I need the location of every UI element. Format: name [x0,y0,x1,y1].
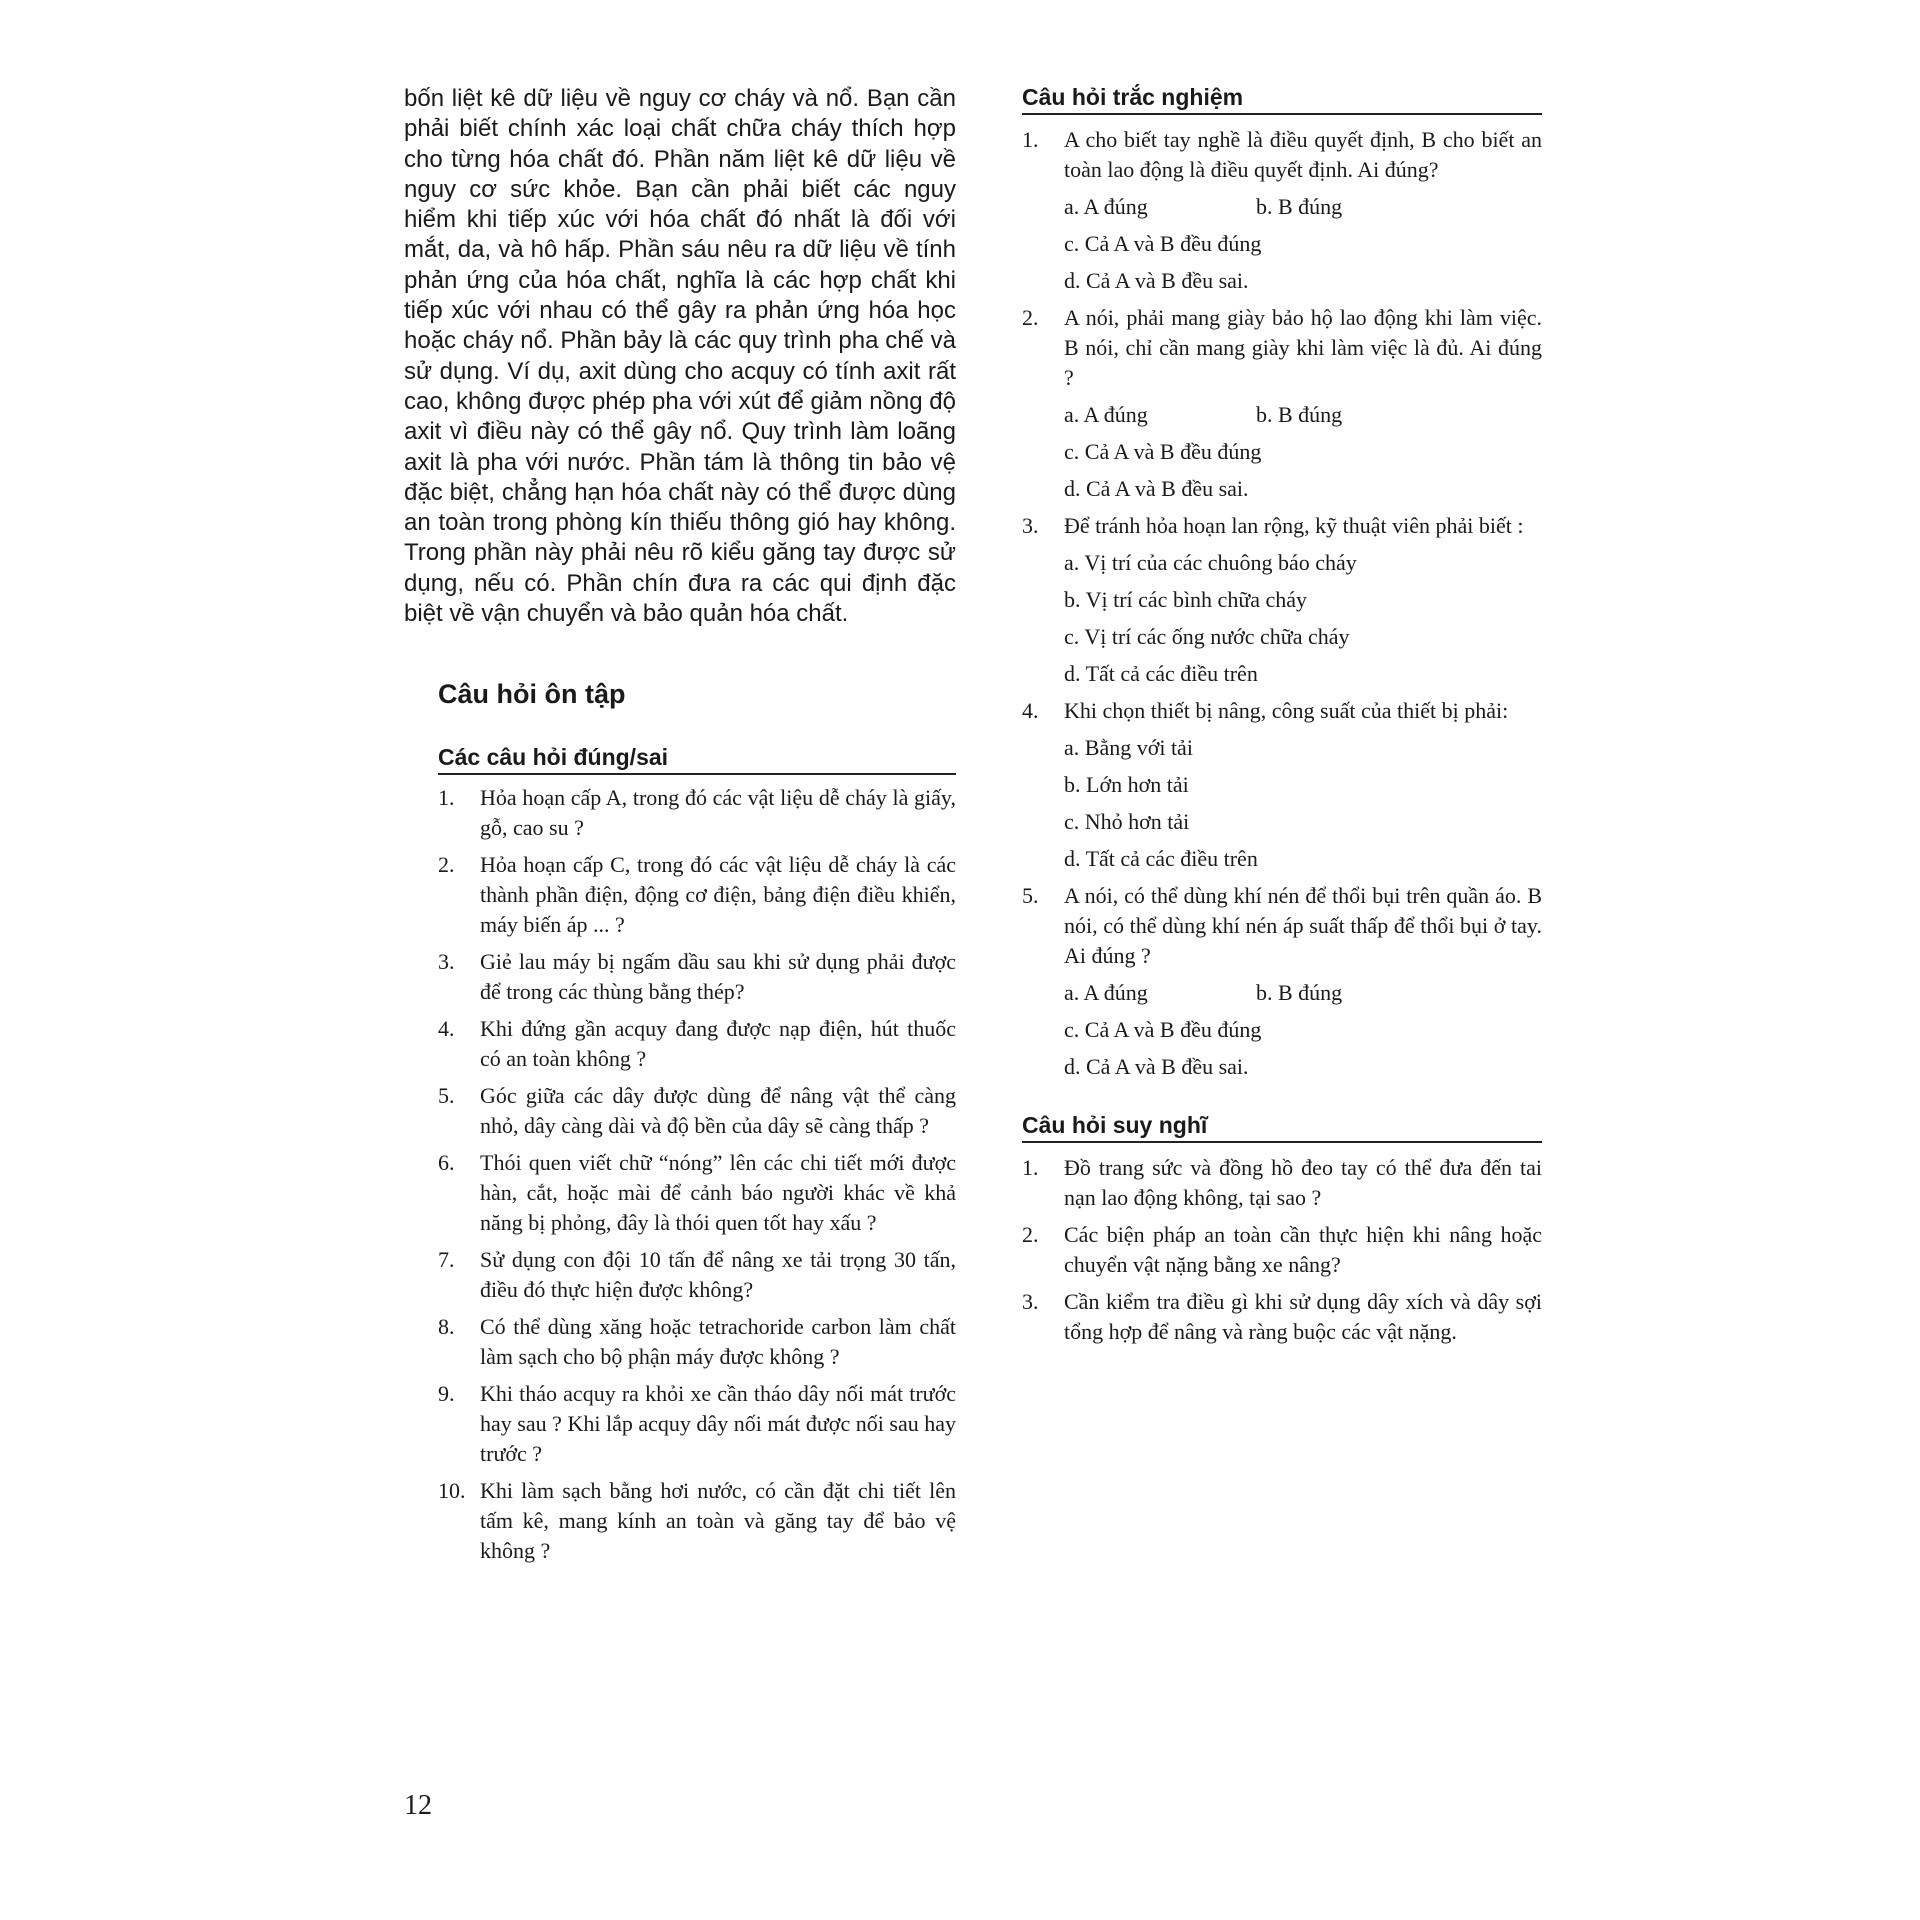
option-c: c. Cả A và B đều đúng [1064,231,1262,256]
option-b: b. Lớn hơn tải [1064,772,1189,797]
true-false-item [438,1245,956,1305]
true-false-item [438,1014,956,1074]
mc-options-row [1064,192,1542,222]
question-text: A nói, phải mang giày bảo hộ lao động khi làm việc. B nói, chỉ cần mang giày khi làm việc là đủ. Ai đúng ? [1064,305,1542,390]
option-a: a. A đúng [1064,980,1148,1005]
thinking-item [1022,1153,1542,1213]
item-text: Giẻ lau máy bị ngấm dầu sau khi sử dụng phải được để trong các thùng bằng thép? [480,949,956,1005]
true-false-item [438,1081,956,1141]
option-d: d. Tất cả các điều trên [1064,661,1258,686]
item-text: Đồ trang sức và đồng hồ đeo tay có thể đưa đến tai nạn lao động không, tại sao ? [1064,1155,1542,1210]
question-number: 4. [1022,698,1039,723]
option-a: a. A đúng [1064,194,1148,219]
item-number: 5. [438,1083,455,1109]
page-number: 12 [404,1790,432,1821]
question-text: Khi chọn thiết bị nâng, công suất của thiết bị phải: [1064,698,1509,723]
true-false-item [438,783,956,843]
item-number: 9. [438,1381,455,1407]
item-number: 6. [438,1150,455,1176]
item-text: Góc giữa các dây được dùng để nâng vật thể càng nhỏ, dây càng dài và độ bền của dây sẽ càng thấp ? [480,1083,956,1139]
item-text: Có thể dùng xăng hoặc tetrachoride carbon làm chất làm sạch cho bộ phận máy được không ? [480,1314,956,1370]
option-d: d. Tất cả các điều trên [1064,846,1258,871]
item-text: Sử dụng con đội 10 tấn để nâng xe tải trọng 30 tấn, điều đó thực hiện được không? [480,1247,956,1303]
true-false-title: Các câu hỏi đúng/sai [438,744,956,775]
question-text: A nói, có thể dùng khí nén để thổi bụi trên quần áo. B nói, có thể dùng khí nén áp suất thấp để thổi bụi ở tay. Ai đúng ? [1064,883,1542,968]
option-c: c. Vị trí các ống nước chữa cháy [1064,624,1350,649]
item-number: 10. [438,1478,466,1504]
multiple-choice-title: Câu hỏi trắc nghiệm [1022,84,1542,115]
option-a: a. A đúng [1064,402,1148,427]
mc-question-1 [1022,125,1542,185]
question-number: 3. [1022,513,1039,538]
item-number: 8. [438,1314,455,1340]
left-column [404,84,956,1566]
item-text: Khi làm sạch bằng hơi nước, có cần đặt chi tiết lên tấm kê, mang kính an toàn và găng tay để bảo vệ không ? [480,1478,956,1564]
thinking-item [1022,1287,1542,1347]
item-text: Các biện pháp an toàn cần thực hiện khi nâng hoặc chuyển vật nặng bằng xe nâng? [1064,1222,1542,1277]
question-number: 2. [1022,305,1039,330]
option-c: c. Cả A và B đều đúng [1064,1017,1262,1042]
true-false-list [438,783,956,1566]
option-a: a. Bằng với tải [1064,735,1193,760]
option-b: b. Vị trí các bình chữa cháy [1064,587,1308,612]
option-a: a. Vị trí của các chuông báo cháy [1064,550,1357,575]
true-false-item [438,850,956,940]
option-d: d. Cả A và B đều sai. [1064,268,1249,293]
item-text: Thói quen viết chữ “nóng” lên các chi tiết mới được hàn, cắt, hoặc mài để cảnh báo người khác về khả năng bị phỏng, đây là thói quen tốt hay xấu ? [480,1150,956,1236]
mc-question-2 [1022,303,1542,393]
multiple-choice-list [1022,125,1542,1082]
thinking-title: Câu hỏi suy nghĩ [1022,1112,1542,1143]
question-text: Để tránh hỏa hoạn lan rộng, kỹ thuật viên phải biết : [1064,513,1524,538]
option-d: d. Cả A và B đều sai. [1064,1054,1249,1079]
mc-question-5 [1022,881,1542,971]
item-number: 2. [438,852,455,878]
option-d: d. Cả A và B đều sai. [1064,476,1249,501]
option-c: c. Nhỏ hơn tải [1064,809,1190,834]
true-false-item [438,1476,956,1566]
item-number: 1. [438,785,455,811]
item-number: 3. [438,949,455,975]
true-false-item [438,1312,956,1372]
question-text: A cho biết tay nghề là điều quyết định, B cho biết an toàn lao động là điều quyết định. Ai đúng? [1064,127,1542,182]
item-text: Khi tháo acquy ra khỏi xe cần tháo dây nối mát trước hay sau ? Khi lắp acquy dây nối mát được nối sau hay trước ? [480,1381,956,1467]
item-number: 7. [438,1247,455,1273]
intro-paragraph: bốn liệt kê dữ liệu về nguy cơ cháy và nổ. Bạn cần phải biết chính xác loại chất chữa cháy thích hợp cho từng hóa chất đó. Phần năm liệt kê dữ liệu về nguy cơ sức khỏe. Bạn cần phải biết các nguy hiểm khi tiếp xúc với hóa chất đó nhất là đối với mắt, da, và hô hấp. Phần sáu nêu ra dữ liệu về tính phản ứng của hóa chất, nghĩa là các hợp chất khi tiếp xúc với nhau có thể gây ra phản ứng hóa học hoặc cháy nổ. Phần bảy là các quy trình pha chế và sử dụng. Ví dụ, axit dùng cho acquy có tính axit rất cao, không được phép pha với xút để giảm nồng độ axit vì điều này có thể gây nổ. Quy trình làm loãng axit là pha với nước. Phần tám là thông tin bảo vệ đặc biệt, chẳng hạn hóa chất này có thể được dùng an toàn trong phòng kín thiếu thông gió hay không. Trong phần này phải nêu rõ kiểu găng tay được sử dụng, nếu có. Phần chín đưa ra các qui định đặc biệt về vận chuyển và bảo quản hóa chất. [404,85,956,628]
item-text: Cần kiểm tra điều gì khi sử dụng dây xích và dây sợi tổng hợp để nâng và ràng buộc các vật nặng. [1064,1289,1542,1344]
item-number: 1. [1022,1155,1039,1180]
mc-question-3 [1022,511,1542,541]
right-column [1022,84,1542,1347]
option-b: b. B đúng [1256,980,1343,1005]
mc-options-row [1064,400,1542,430]
option-b: b. B đúng [1256,402,1343,427]
question-number: 1. [1022,127,1039,152]
true-false-item [438,1148,956,1238]
thinking-item [1022,1220,1542,1280]
item-number: 2. [1022,1222,1039,1247]
item-text: Khi đứng gần acquy đang được nạp điện, hút thuốc có an toàn không ? [480,1016,956,1072]
item-text: Hỏa hoạn cấp C, trong đó các vật liệu dễ cháy là các thành phần điện, động cơ điện, bảng điện điều khiển, máy biến áp ... ? [480,852,956,938]
item-text: Hỏa hoạn cấp A, trong đó các vật liệu dễ cháy là giấy, gỗ, cao su ? [480,785,956,841]
option-b: b. B đúng [1256,194,1343,219]
review-section-title: Câu hỏi ôn tập [438,679,626,710]
thinking-list [1022,1153,1542,1347]
item-number: 4. [438,1016,455,1042]
question-number: 5. [1022,883,1039,908]
true-false-item [438,1379,956,1469]
option-c: c. Cả A và B đều đúng [1064,439,1262,464]
true-false-item [438,947,956,1007]
mc-options-row [1064,978,1542,1008]
mc-question-4 [1022,696,1542,726]
item-number: 3. [1022,1289,1039,1314]
